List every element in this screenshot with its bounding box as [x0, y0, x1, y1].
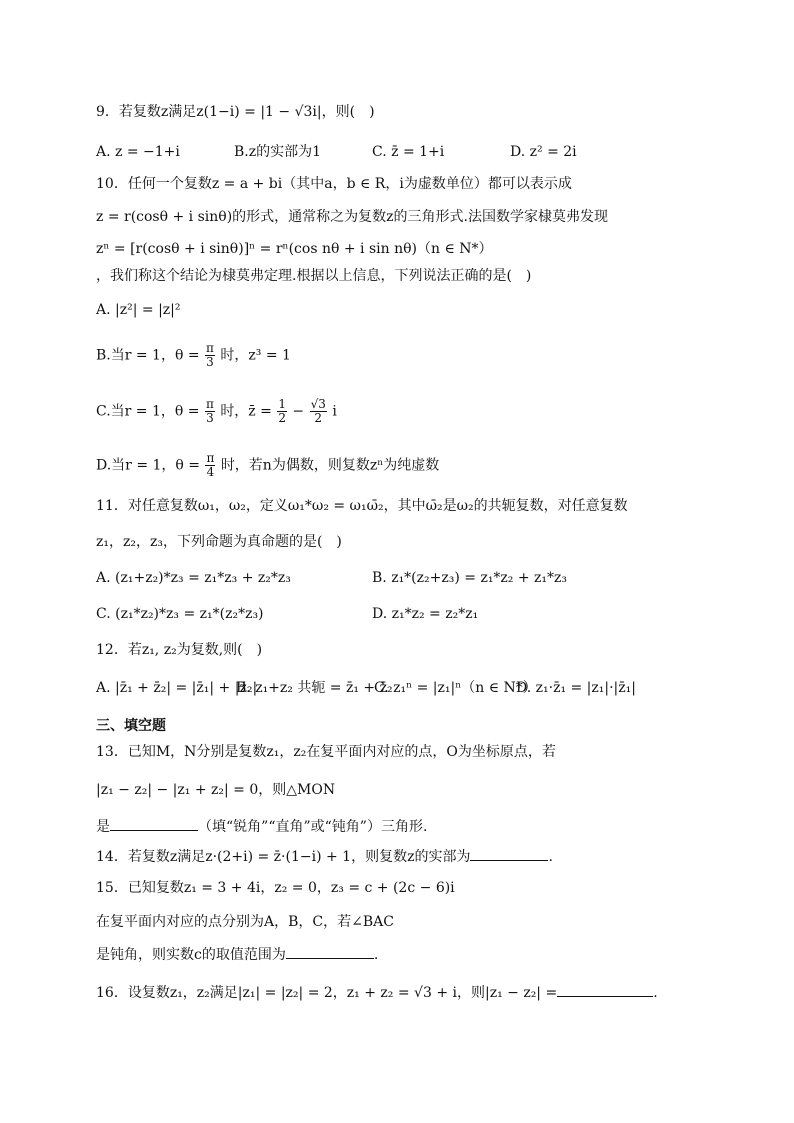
q9-option-b: B.z的实部为1: [234, 144, 322, 160]
q9-stem: 9．若复数z满足z(1−i) = |1 − √3i|，则( ): [96, 104, 375, 120]
q15-answer-blank[interactable]: [286, 944, 374, 959]
q10-c-mid: 时，z̄ =: [220, 403, 272, 420]
q10-d-den: 4: [206, 465, 215, 479]
q10-b-den: 3: [206, 355, 214, 369]
q10-option-d: [96, 452, 439, 479]
q13-prefix: 是: [96, 819, 110, 835]
q12-option-b: B. z₁+z₂ 共轭 = z̄₁ + z̄₂: [236, 680, 393, 696]
q9-option-a: A. z = −1+i: [96, 144, 180, 160]
q13-stem-line1: 13．已知M，N分别是复数z₁，z₂在复平面内对应的点，O为坐标原点，若: [96, 744, 556, 760]
q11-option-d: D. z₁*z₂ = z₂*z₁: [372, 606, 479, 622]
q10-option-b: [96, 342, 291, 369]
q10-c-f1-den: 2: [278, 411, 286, 425]
q10-d-num: π: [206, 451, 215, 465]
q10-b-suffix: 时，z³ = 1: [220, 347, 291, 364]
q10-option-c: [96, 398, 337, 425]
q13-stem-line3: [96, 816, 427, 837]
q15-prefix: 是钝角，则实数c的取值范围为: [96, 947, 286, 963]
q10-stem-line4: ，我们称这个结论为棣莫弗定理.根据以上信息，下列说法正确的是( ): [96, 268, 532, 284]
q16-answer-blank[interactable]: [557, 982, 653, 997]
q10-option-a: A. |z²| = |z|²: [96, 302, 181, 318]
q15-suffix: .: [373, 947, 379, 963]
q10-c-fraction-1: [277, 398, 287, 425]
q10-c-suffix: i: [332, 403, 337, 420]
q9-option-d: D. z² = 2i: [510, 144, 577, 160]
q12-stem: 12．若z₁, z₂为复数,则( ): [96, 642, 263, 658]
q10-c-fraction-2: [310, 398, 327, 425]
q10-stem-line2: z = r(cosθ + i sinθ)的形式，通常称之为复数z的三角形式.法国数学家棣莫弗发现: [96, 209, 608, 225]
q14-answer-blank[interactable]: [470, 846, 548, 861]
q10-c-f2-num: √3: [310, 397, 326, 411]
q10-c-f1-num: 1: [278, 397, 286, 411]
q10-d-fraction: [205, 452, 215, 479]
q10-c-minus: −: [292, 403, 305, 420]
q12-option-d: D. z₁·z̄₁ = |z₁|·|z̄₁|: [516, 680, 636, 696]
q10-b-prefix: B.当r = 1，θ =: [96, 347, 200, 364]
q10-d-prefix: D.当r = 1，θ =: [96, 457, 201, 474]
q11-options-row1: [96, 568, 716, 588]
q14-stem: [96, 846, 553, 867]
q11-stem-line2: z₁，z₂，z₃，下列命题为真命题的是( ): [96, 534, 342, 550]
q12-option-c: C. z₁ⁿ = |z₁|ⁿ（n ∈ N*）: [374, 680, 537, 696]
q11-option-c: C. (z₁*z₂)*z₃ = z₁*(z₂*z₃): [96, 606, 264, 622]
q16-suffix: .: [653, 985, 658, 1001]
q12-options: [96, 678, 716, 698]
q10-stem-line1: 10．任何一个复数z = a + bi（其中a，b ∈ R，i为虚数单位）都可以表示成: [96, 176, 572, 192]
section-fill-in-title: 三、填空题: [96, 718, 166, 734]
q13-suffix: （填“锐角”“直角”或“钝角”）三角形.: [198, 819, 428, 835]
q11-option-b: B. z₁*(z₂+z₃) = z₁*z₂ + z₁*z₃: [372, 570, 568, 586]
q15-stem-line3: [96, 944, 378, 965]
q10-b-num: π: [206, 341, 214, 355]
q11-options-row2: [96, 604, 716, 624]
q14-suffix: .: [548, 849, 553, 865]
q9-options: [96, 142, 716, 162]
q16-stem: [96, 982, 658, 1003]
q13-answer-blank[interactable]: [110, 816, 198, 831]
q10-c-num: π: [205, 397, 214, 411]
q15-stem-line1: 15．已知复数z₁ = 3 + 4i，z₂ = 0，z₃ = c + (2c − 6)i: [96, 880, 455, 896]
q10-c-prefix: C.当r = 1，θ =: [96, 403, 200, 420]
q10-stem-line3: zⁿ = [r(cosθ + i sinθ)]ⁿ = rⁿ(cos nθ + i sin nθ)（n ∈ N*）: [96, 241, 493, 257]
q12-option-a: A. |z̄₁ + z̄₂| = |z̄₁| + |z̄₂|: [96, 680, 258, 696]
q11-option-a: A. (z₁+z₂)*z₃ = z₁*z₃ + z₂*z₃: [96, 570, 291, 586]
q10-b-fraction: [205, 342, 215, 369]
q9-option-c: C. z̄ = 1+i: [372, 144, 445, 160]
q10-c-f2-den: 2: [314, 411, 323, 425]
q15-stem-line2: 在复平面内对应的点分别为A，B，C，若∠BAC: [96, 914, 394, 930]
q14-prefix: 14．若复数z满足z·(2+i) = z̄·(1−i) + 1，则复数z的实部为: [96, 849, 471, 865]
q16-prefix: 16．设复数z₁，z₂满足|z₁| = |z₂| = 2，z₁ + z₂ = √3 + i，则|z₁ − z₂| =: [96, 985, 558, 1001]
q10-c-den: 3: [206, 411, 214, 425]
q11-stem-line1: 11．对任意复数ω₁，ω₂，定义ω₁*ω₂ = ω₁ω̄₂，其中ω̄₂是ω₂的共轭复数，对任意复数: [96, 498, 628, 514]
q10-c-fraction-theta: [205, 398, 215, 425]
q10-d-suffix: 时，若n为偶数，则复数zⁿ为纯虚数: [220, 457, 440, 474]
q13-stem-line2: |z₁ − z₂| − |z₁ + z₂| = 0，则△MON: [96, 782, 336, 798]
